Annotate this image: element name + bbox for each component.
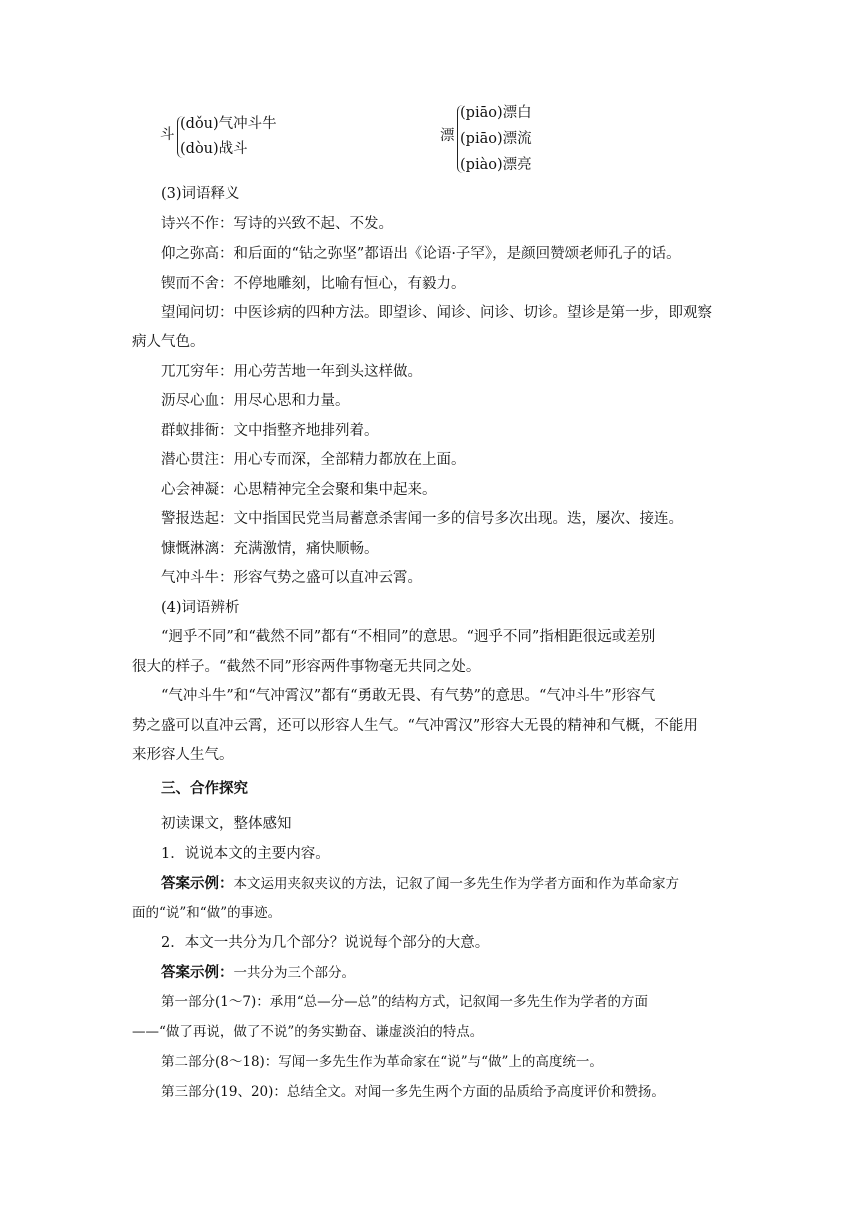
analysis-line: 势之盛可以直冲云霄，还可以形容人生气。“气冲霄汉”形容大无畏的精神和气概，不能用	[132, 718, 698, 734]
definition: 群蚁排衙：文中指整齐地排列着。	[161, 423, 379, 439]
answer-text: 一共分为三个部分。	[233, 965, 355, 981]
piao-char: 漂	[440, 128, 455, 144]
definition-cont: 病人气色。	[132, 334, 205, 350]
definition: 锲而不舍：不停地雕刻，比喻有恒心，有毅力。	[161, 276, 466, 292]
dou-item: (dòu)战斗	[180, 141, 248, 157]
section-4-title: (4)词语辨析	[161, 600, 240, 616]
definition: 仰之弥高：和后面的“钻之弥坚”都语出《论语·子罕》，是颜回赞颂老师孔子的话。	[161, 246, 681, 262]
section-3-title: (3)词语释义	[161, 186, 240, 202]
part-3: 第三部分(19、20)：总结全文。对闻一多先生两个方面的品质给予高度评价和赞扬。	[161, 1084, 665, 1100]
analysis-line: 很大的样子。“截然不同”形容两件事物毫无共同之处。	[132, 659, 481, 675]
definition: 气冲斗牛：形容气势之盛可以直冲云霄。	[161, 570, 422, 586]
answer-2	[161, 963, 732, 983]
analysis-line: “迥乎不同”和“截然不同”都有“不相同”的意思。“迥乎不同”指相距很远或差别	[161, 629, 656, 645]
definition: 心会神凝：心思精神完全会聚和集中起来。	[161, 482, 437, 498]
dou-char: 斗	[160, 127, 175, 143]
answer-text: 本文运用夹叙夹议的方法，记叙了闻一多先生作为学者方面和作为革命家方	[233, 876, 679, 892]
answer-label: 答案示例：	[161, 875, 234, 892]
definition: 诗兴不作：写诗的兴致不起、不发。	[161, 216, 393, 232]
definition: 沥尽心血：用尽心思和力量。	[161, 393, 350, 409]
dou-item: (dǒu)气冲斗牛	[180, 116, 277, 132]
section-subtitle: 初读课文，整体感知	[161, 816, 292, 832]
piao-item: (piāo)漂流	[460, 131, 532, 147]
section-heading: 三、合作探究	[161, 781, 248, 797]
definition: 慷慨淋漓：充满激情，痛快顺畅。	[161, 541, 379, 557]
part-1: 第一部分(1～7)：承用“总—分—总”的结构方式，记叙闻一多先生作为学者的方面	[161, 994, 649, 1010]
answer-label: 答案示例：	[161, 964, 234, 981]
definition: 望闻问切：中医诊病的四种方法。即望诊、闻诊、问诊、切诊。望诊是第一步，即观察	[161, 305, 712, 321]
pron-dou	[160, 112, 360, 160]
question-1: 1．说说本文的主要内容。	[161, 846, 330, 862]
pron-piao	[440, 100, 640, 176]
piao-item: (piào)漂亮	[460, 157, 532, 173]
question-2: 2．本文一共分为几个部分？说说每个部分的大意。	[161, 935, 490, 951]
part-1-cont: ——“做了再说，做了不说”的务实勤奋、谦虚淡泊的特点。	[132, 1024, 484, 1040]
definition: 潜心贯注：用心专而深，全部精力都放在上面。	[161, 452, 466, 468]
answer-1	[161, 874, 732, 894]
answer-1-cont: 面的“说”和“做”的事迹。	[132, 905, 282, 921]
definition: 兀兀穷年：用心劳苦地一年到头这样做。	[161, 364, 422, 380]
analysis-line: “气冲斗牛”和“气冲霄汉”都有“勇敢无畏、有气势”的意思。“气冲斗牛”形容气	[161, 688, 656, 704]
part-2: 第二部分(8～18)：写闻一多先生作为革命家在“说”与“做”上的高度统一。	[161, 1054, 603, 1070]
analysis-line: 来形容人生气。	[132, 747, 234, 763]
piao-item: (piāo)漂白	[460, 105, 532, 121]
definition: 警报迭起：文中指国民党当局蓄意杀害闻一多的信号多次出现。迭，屡次、接连。	[161, 511, 683, 527]
